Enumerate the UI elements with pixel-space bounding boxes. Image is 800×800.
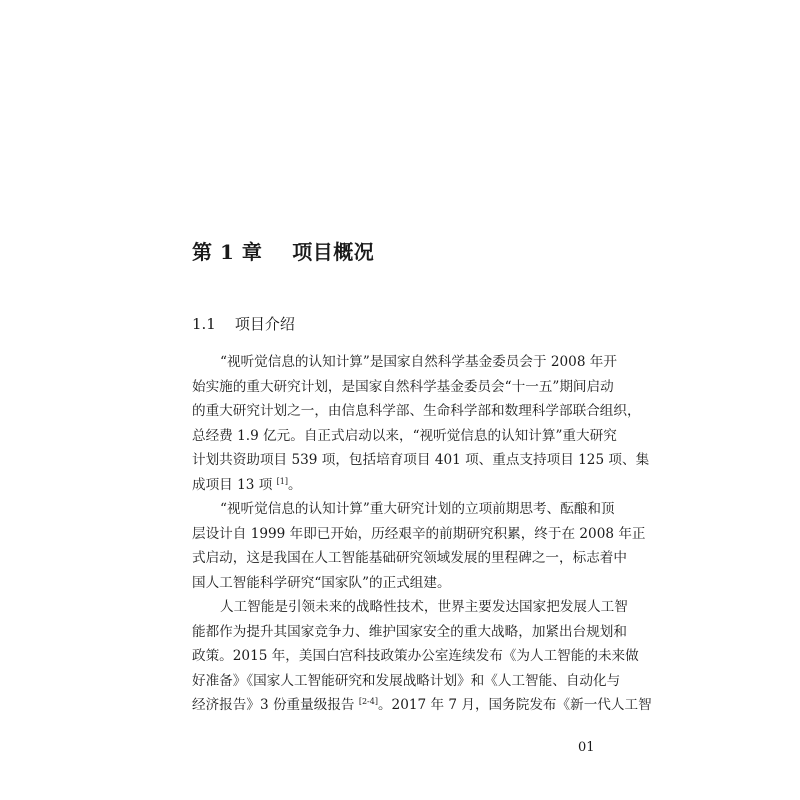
text-line bbox=[192, 695, 652, 720]
citation-ref: [1] bbox=[276, 476, 288, 486]
text-line bbox=[192, 646, 639, 671]
text-line bbox=[192, 573, 594, 598]
text-line bbox=[192, 499, 615, 524]
line-text: 式启动，这是我国在人工智能基础研究领域发展的里程碑之一，标志着中 bbox=[192, 550, 627, 566]
text-line bbox=[192, 671, 621, 696]
text-line bbox=[192, 597, 628, 622]
line-text: 能都作为提升其国家竞争力、维护国家安全的重大战略，加紧出台规划和 bbox=[192, 623, 627, 640]
text-line bbox=[192, 450, 650, 475]
citation-ref: [2-4] bbox=[358, 697, 378, 706]
line-text: 国人工智能科学研究“国家队”的正式组建。 bbox=[192, 574, 451, 591]
line-text: 政策。2015 年，美国白宫科技政策办公室连续发布《为人工智能的未来做 bbox=[192, 648, 639, 664]
line-text: 计划共资助项目 539 项，包括培育项目 401 项、重点支持项目 125 项、集 bbox=[192, 452, 650, 468]
body-text bbox=[192, 352, 652, 720]
line-text: 的重大研究计划之一，由信息科学部、生命科学部和数理科学部联合组织， bbox=[192, 403, 641, 419]
line-text: “视听觉信息的认知计算”是国家自然科学基金委员会于 2008 年开 bbox=[220, 354, 617, 370]
text-line bbox=[192, 377, 614, 402]
line-text: 。 bbox=[287, 476, 302, 493]
line-text: “视听觉信息的认知计算”重大研究计划的立项前期思考、酝酿和顶 bbox=[220, 501, 615, 517]
text-line bbox=[192, 524, 646, 549]
line-text: 。2017 年 7 月，国务院发布《新一代人工智 bbox=[377, 697, 652, 713]
text-line bbox=[192, 401, 641, 426]
line-text: 经济报告》3 份重量级报告 bbox=[192, 697, 359, 713]
line-text: 层设计自 1999 年即已开始，历经艰辛的前期研究积累，终于在 2008 年正 bbox=[192, 525, 646, 542]
line-text: 成项目 13 项 bbox=[192, 476, 277, 493]
text-line bbox=[192, 548, 627, 573]
line-text: 总经费 1.9 亿元。自正式启动以来，“视听觉信息的认知计算”重大研究 bbox=[192, 427, 617, 444]
page-number: 01 bbox=[578, 740, 595, 755]
section-title: 1.1 项目介绍 bbox=[192, 315, 295, 333]
text-line bbox=[192, 352, 617, 377]
chapter-title: 第 1 章 项目概况 bbox=[192, 240, 375, 264]
line-text: 人工智能是引领未来的战略性技术，世界主要发达国家把发展人工智 bbox=[220, 599, 628, 615]
text-line bbox=[192, 622, 627, 647]
line-text: 始实施的重大研究计划，是国家自然科学基金委员会“十一五”期间启动 bbox=[192, 378, 614, 395]
line-text: 好准备》《国家人工智能研究和发展战略计划》和《人工智能、自动化与 bbox=[192, 672, 621, 689]
text-line bbox=[192, 426, 617, 451]
text-line bbox=[192, 475, 594, 500]
